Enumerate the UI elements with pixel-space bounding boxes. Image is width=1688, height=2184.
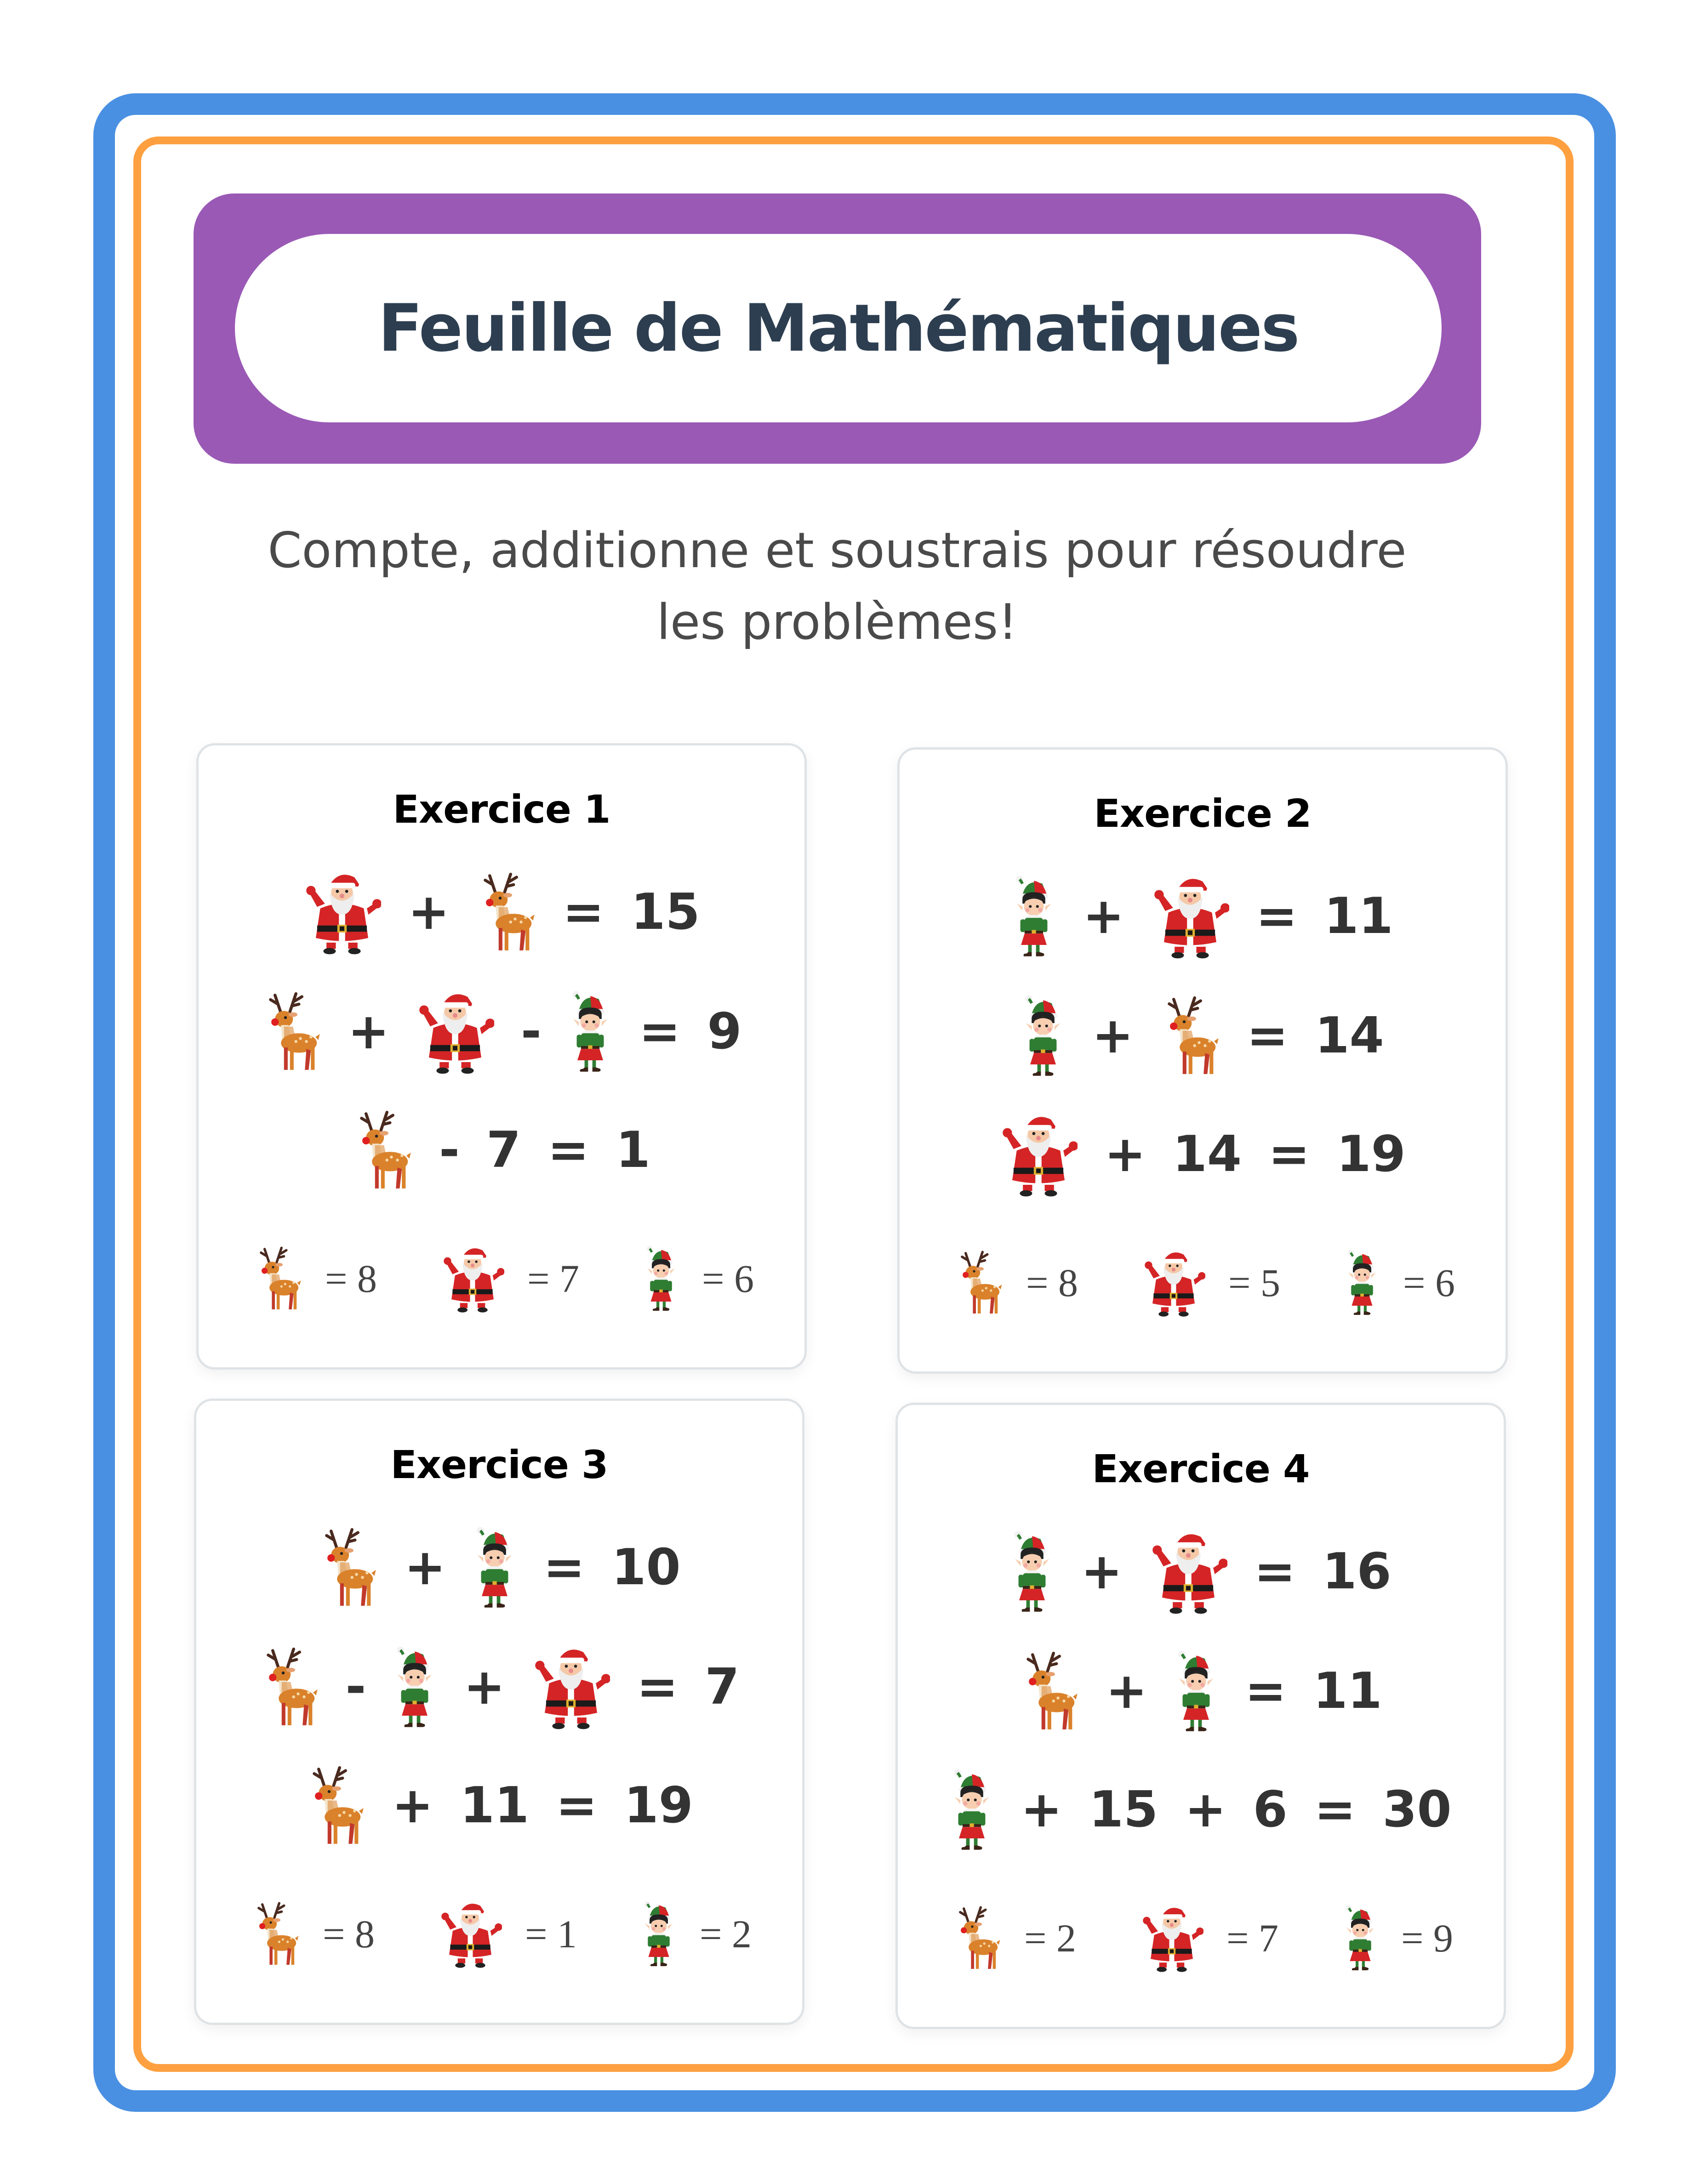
operator: = (636, 1658, 679, 1716)
instructions-line-2: les problèmes! (656, 594, 1018, 650)
number: 1 (616, 1121, 650, 1179)
number: 10 (611, 1539, 681, 1596)
santa-icon (532, 1644, 610, 1730)
number: 7 (705, 1658, 740, 1716)
operator: - (345, 1658, 366, 1716)
answer-value: = 2 (699, 1912, 752, 1956)
operator: = (1255, 887, 1298, 945)
answer-santa (1140, 1904, 1278, 1973)
elf-icon (1344, 1248, 1380, 1317)
number: 15 (631, 883, 700, 941)
number: 11 (1324, 887, 1393, 945)
reindeer-icon (305, 1763, 365, 1848)
reindeer-icon (251, 1900, 300, 1968)
number: 11 (460, 1777, 529, 1834)
answer-reindeer (955, 1248, 1078, 1317)
answer-santa (1142, 1248, 1280, 1317)
santa-icon (999, 1112, 1078, 1197)
equation-row (900, 1111, 1506, 1198)
equation-row (898, 1528, 1504, 1615)
operator: = (1254, 1543, 1296, 1600)
answer-value: = 8 (1026, 1261, 1078, 1305)
number: 6 (1253, 1781, 1288, 1838)
elf-icon (1010, 1529, 1054, 1615)
answer-value: = 1 (525, 1912, 577, 1956)
operator: = (1244, 1662, 1287, 1720)
operator: + (1083, 887, 1124, 945)
operator: + (1092, 1007, 1134, 1064)
answer-key (955, 1248, 1455, 1317)
instructions-line-1: Compte, additionne et soustrais pour résoudre (268, 522, 1407, 579)
santa-icon (1149, 1529, 1227, 1615)
elf-icon (1012, 874, 1056, 959)
number: 14 (1315, 1007, 1384, 1064)
elf-icon (950, 1767, 994, 1853)
answer-key (251, 1900, 752, 1968)
elf-icon (1342, 1904, 1378, 1973)
operator: + (348, 1003, 389, 1060)
exercise-title: Exercice 2 (1094, 791, 1312, 836)
operator: = (543, 1539, 585, 1596)
exercise-title: Exercice 1 (393, 787, 610, 832)
number: 7 (486, 1121, 521, 1179)
equation-row (196, 1762, 802, 1849)
page-title: Feuille de Mathématiques (378, 290, 1299, 366)
operator: + (408, 883, 450, 941)
exercise-card-1 (196, 743, 807, 1370)
reindeer-icon (955, 1248, 1003, 1317)
elf-icon (473, 1525, 517, 1610)
reindeer-icon (1019, 1649, 1079, 1734)
santa-icon (1140, 1904, 1203, 1973)
answer-value: = 6 (1403, 1261, 1455, 1305)
number: 19 (624, 1777, 693, 1834)
answer-elf (1342, 1904, 1453, 1973)
answer-value: = 9 (1401, 1916, 1453, 1960)
operator: = (547, 1121, 589, 1179)
equation-row (898, 1766, 1504, 1854)
equation-row (196, 1644, 802, 1731)
elf-icon (1174, 1649, 1218, 1734)
reindeer-icon (254, 1244, 302, 1313)
answer-elf (641, 1900, 752, 1968)
answer-reindeer (251, 1900, 375, 1968)
operator: + (463, 1658, 505, 1716)
equation-row (199, 1107, 804, 1194)
answer-santa (439, 1900, 577, 1968)
santa-icon (439, 1900, 502, 1968)
operator: = (562, 883, 604, 941)
operator: = (639, 1003, 681, 1060)
santa-icon (441, 1244, 504, 1313)
exercise-card-2 (897, 747, 1508, 1374)
answer-value: = 5 (1228, 1261, 1280, 1305)
number: 19 (1336, 1126, 1406, 1183)
number: 30 (1382, 1781, 1452, 1838)
equation-row (196, 1524, 802, 1611)
operator: = (1314, 1781, 1356, 1838)
santa-icon (416, 989, 494, 1075)
operator: + (1021, 1781, 1062, 1838)
answer-value: = 7 (527, 1257, 579, 1301)
elf-icon (643, 1244, 679, 1313)
answer-elf (1344, 1248, 1455, 1317)
operator: + (1104, 1126, 1146, 1183)
elf-icon (1021, 993, 1065, 1079)
reindeer-icon (318, 1525, 377, 1610)
equation-row (199, 869, 804, 956)
operator: = (556, 1777, 598, 1834)
answer-key (953, 1904, 1453, 1973)
elf-icon (393, 1644, 437, 1730)
exercise-title: Exercice 4 (1092, 1446, 1310, 1491)
answer-santa (441, 1244, 579, 1313)
operator: + (392, 1777, 433, 1834)
operator: + (1106, 1662, 1147, 1720)
reindeer-icon (259, 1644, 319, 1730)
number: 9 (707, 1003, 742, 1060)
equation-row (900, 992, 1506, 1080)
answer-value: = 8 (325, 1257, 377, 1301)
equation-row (900, 873, 1506, 960)
equation-row (199, 988, 804, 1075)
operator: - (521, 1003, 542, 1060)
operator: + (404, 1539, 446, 1596)
exercise-card-4 (895, 1403, 1506, 2029)
exercise-card-3 (194, 1399, 804, 2025)
reindeer-icon (353, 1108, 412, 1193)
answer-value: = 6 (701, 1257, 754, 1301)
santa-icon (303, 870, 381, 955)
answer-reindeer (953, 1904, 1076, 1973)
answer-value: = 8 (323, 1912, 375, 1956)
number: 14 (1172, 1126, 1242, 1183)
number: 15 (1089, 1781, 1158, 1838)
operator: = (1246, 1007, 1289, 1064)
instructions (193, 515, 1481, 658)
number: 16 (1322, 1543, 1391, 1600)
answer-key (254, 1244, 754, 1313)
operator: = (1268, 1126, 1310, 1183)
reindeer-icon (1160, 993, 1220, 1079)
santa-icon (1151, 874, 1229, 959)
reindeer-icon (953, 1904, 1001, 1973)
title-banner (194, 193, 1481, 464)
title-pill (235, 234, 1442, 422)
operator: + (1081, 1543, 1123, 1600)
operator: - (439, 1121, 460, 1179)
number: 11 (1313, 1662, 1382, 1720)
answer-value: = 7 (1226, 1916, 1278, 1960)
answer-value: = 2 (1024, 1916, 1077, 1960)
reindeer-icon (262, 989, 321, 1075)
elf-icon (641, 1900, 677, 1968)
reindeer-icon (476, 870, 536, 955)
santa-icon (1142, 1248, 1205, 1317)
answer-elf (643, 1244, 754, 1313)
equation-row (898, 1648, 1504, 1735)
exercise-title: Exercice 3 (390, 1442, 608, 1487)
operator: + (1185, 1781, 1226, 1838)
elf-icon (568, 989, 612, 1075)
answer-reindeer (254, 1244, 377, 1313)
